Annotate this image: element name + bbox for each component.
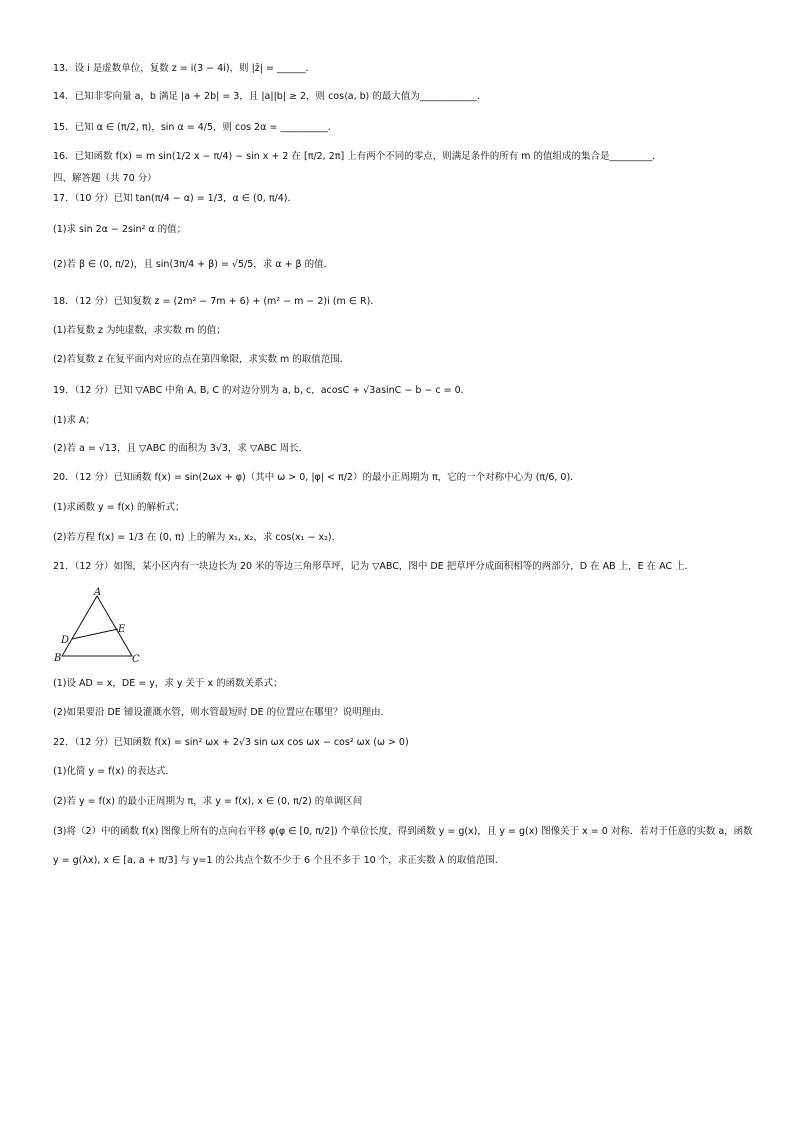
question-21-part-2: (2)如果要沿 DE 铺设灌溉水管，则水管最短时 DE 的位置应在哪里？说明理由．	[53, 707, 391, 718]
label-e: E	[118, 624, 126, 635]
question-22-part-1: (1)化简 y = f(x) 的表达式．	[53, 766, 175, 777]
question-22-part-2: (2)若 y = f(x) 的最小正周期为 π，求 y = f(x), x ∈ (0, π/2) 的单调区间	[53, 796, 363, 807]
question-18-part-2: (2)若复数 z 在复平面内对应的点在第四象限，求实数 m 的取值范围．	[53, 354, 350, 365]
question-22-part-3-continued: y = g(λx), x ∈ [a, a + π/3] 与 y=1 的公共点个数不少于 6 个且不多于 10 个，求正实数 λ 的取值范围．	[53, 855, 505, 866]
question-18-part-1: (1)若复数 z 为纯虚数，求实数 m 的值；	[53, 325, 226, 336]
question-13: 13．设 i 是虚数单位，复数 z = i(3 − 4i)，则 |z̄| = ______．	[53, 63, 315, 74]
question-16: 16．已知函数 f(x) = m sin(1/2 x − π/4) − sin x + 2 在 [π/2, 2π] 上有两个不同的零点，则满足条件的所有 m 的值组成的集合是_________．	[53, 151, 662, 162]
question-21-part-1: (1)设 AD = x，DE = y，求 y 关于 x 的函数关系式；	[53, 678, 283, 689]
question-19-part-2: (2)若 a = √13，且 ▽ABC 的面积为 3√3，求 ▽ABC 周长．	[53, 443, 309, 454]
question-17: 17．（10 分）已知 tan(π/4 − α) = 1/3，α ∈ (0, π/4)．	[53, 193, 297, 204]
question-19-part-1: (1)求 A；	[53, 415, 95, 426]
question-22: 22．（12 分）已知函数 f(x) = sin² ωx + 2√3 sin ωx cos ωx − cos² ωx (ω > 0)	[53, 737, 409, 748]
question-22-part-3: (3)将（2）中的函数 f(x) 图像上所有的点向右平移 φ(φ ∈ [0, π/2]) 个单位长度，得到函数 y = g(x)，且 y = g(x) 图像关于 x = 0 对称．若对于任意的实数 a，函数	[53, 826, 753, 837]
label-b: B	[54, 653, 62, 664]
section-heading: 四、解答题（共 70 分）	[53, 173, 157, 184]
question-15: 15．已知 α ∈ (π/2, π)，sin α = 4/5，则 cos 2α = __________．	[53, 122, 338, 133]
question-17-part-2: (2)若 β ∈ (0, π/2)，且 sin(3π/4 + β) = √5/5，求 α + β 的值．	[53, 259, 334, 270]
triangle-figure	[52, 585, 144, 665]
question-20-part-1: (1)求函数 y = f(x) 的解析式；	[53, 502, 185, 513]
segment-de	[72, 629, 118, 639]
question-17-part-1: (1)求 sin 2α − 2sin² α 的值；	[53, 224, 187, 235]
triangle-diagram	[52, 585, 144, 665]
label-c: C	[132, 654, 140, 665]
question-14: 14．已知非零向量 a，b 满足 |a + 2b| = 3，且 |a||b| ≥ 2，则 cos⟨a, b⟩ 的最大值为____________．	[53, 91, 487, 102]
question-21: 21．（12 分）如图，某小区内有一块边长为 20 米的等边三角形草坪，记为 ▽ABC，图中 DE 把草坪分成面积相等的两部分，D 在 AB 上，E 在 AC 上．	[53, 561, 695, 572]
label-a: A	[94, 587, 102, 598]
question-18: 18．（12 分）已知复数 z = (2m² − 7m + 6) + (m² − m − 2)i (m ∈ R)．	[53, 296, 380, 307]
question-20-part-2: (2)若方程 f(x) = 1/3 在 (0, π) 上的解为 x₁, x₂，求 cos(x₁ − x₂)．	[53, 532, 342, 543]
label-d: D	[61, 635, 70, 646]
question-20: 20．（12 分）已知函数 f(x) = sin(2ωx + φ)（其中 ω > 0, |φ| < π/2）的最小正周期为 π，它的一个对称中心为 (π/6, 0)．	[53, 472, 580, 483]
question-19: 19．（12 分）已知 ▽ABC 中角 A, B, C 的对边分别为 a, b, c，acosC + √3asinC − b − c = 0．	[53, 385, 471, 396]
